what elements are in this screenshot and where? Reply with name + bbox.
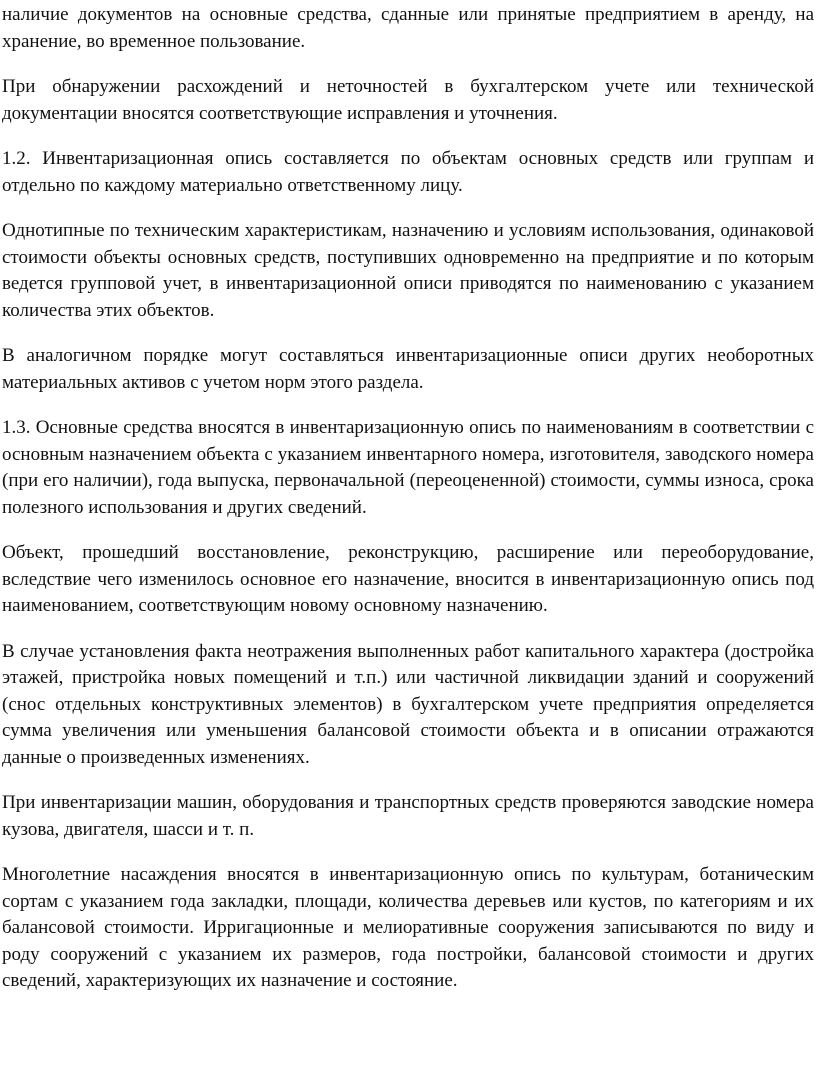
paragraph-capital-works: В случае установления факта неотражения выполненных работ капитального характера (достройка этажей, пристройка новых помещений и т.п.) или частичной ликвидации зданий и сооружений (снос отдельных конструктивных элементов) в бухгалтерском учете предприятия определяется сумма увеличения или уменьшения балансовой стоимости объекта и в описании отражаются данные о произведенных изменениях.	[2, 640, 814, 768]
paragraph-section-1-2: 1.2. Инвентаризационная опись составляется по объектам основных средств или группам и отдельно по каждому материально ответственному лицу.	[2, 148, 814, 196]
paragraph-section-1-3: 1.3. Основные средства вносятся в инвентаризационную опись по наименованиям в соответствии с основным назначением объекта с указанием инвентарного номера, изготовителя, заводского номера (при его наличии), года выпуска, первоначальной (переоцененной) стоимости, суммы износа, срока полезного использования и других сведений.	[2, 417, 814, 518]
paragraph-other-assets: В аналогичном порядке могут составляться инвентаризационные описи других необоротных материальных активов с учетом норм этого раздела.	[2, 345, 814, 393]
paragraph-plantations: Многолетние насаждения вносятся в инвентаризационную опись по культурам, ботаническим сортам с указанием года закладки, площади, количества деревьев или кустов, по категориям и их балансовой стоимости. Ирригационные и мелиоративные сооружения записываются по виду и роду сооружений с указанием их размеров, года постройки, балансовой стоимости и других сведений, характеризующих их назначение и состояние.	[2, 864, 814, 991]
paragraph-discrepancies: При обнаружении расхождений и неточностей в бухгалтерском учете или технической документации вносятся соответствующие исправления и уточнения.	[2, 76, 814, 124]
paragraph-similar-objects: Однотипные по техническим характеристикам, назначению и условиям использования, одинаковой стоимости объекты основных средств, поступивших одновременно на предприятие и по которым ведется групповой учет, в инвентаризационной описи приводятся по наименованию с указанием количества этих объектов.	[2, 220, 814, 321]
paragraph-machines: При инвентаризации машин, оборудования и транспортных средств проверяются заводские номера кузова, двигателя, шасси и т. п.	[2, 792, 814, 840]
paragraph-reconstructed-object: Объект, прошедший восстановление, реконструкцию, расширение или переоборудование, вследствие чего изменилось основное его назначение, вносится в инвентаризационную опись под наименованием, соответствующим новому основному назначению.	[2, 542, 814, 616]
paragraph-documents-continuation: наличие документов на основные средства, сданные или принятые предприятием в аренду, на хранение, во временное пользование.	[2, 4, 814, 52]
